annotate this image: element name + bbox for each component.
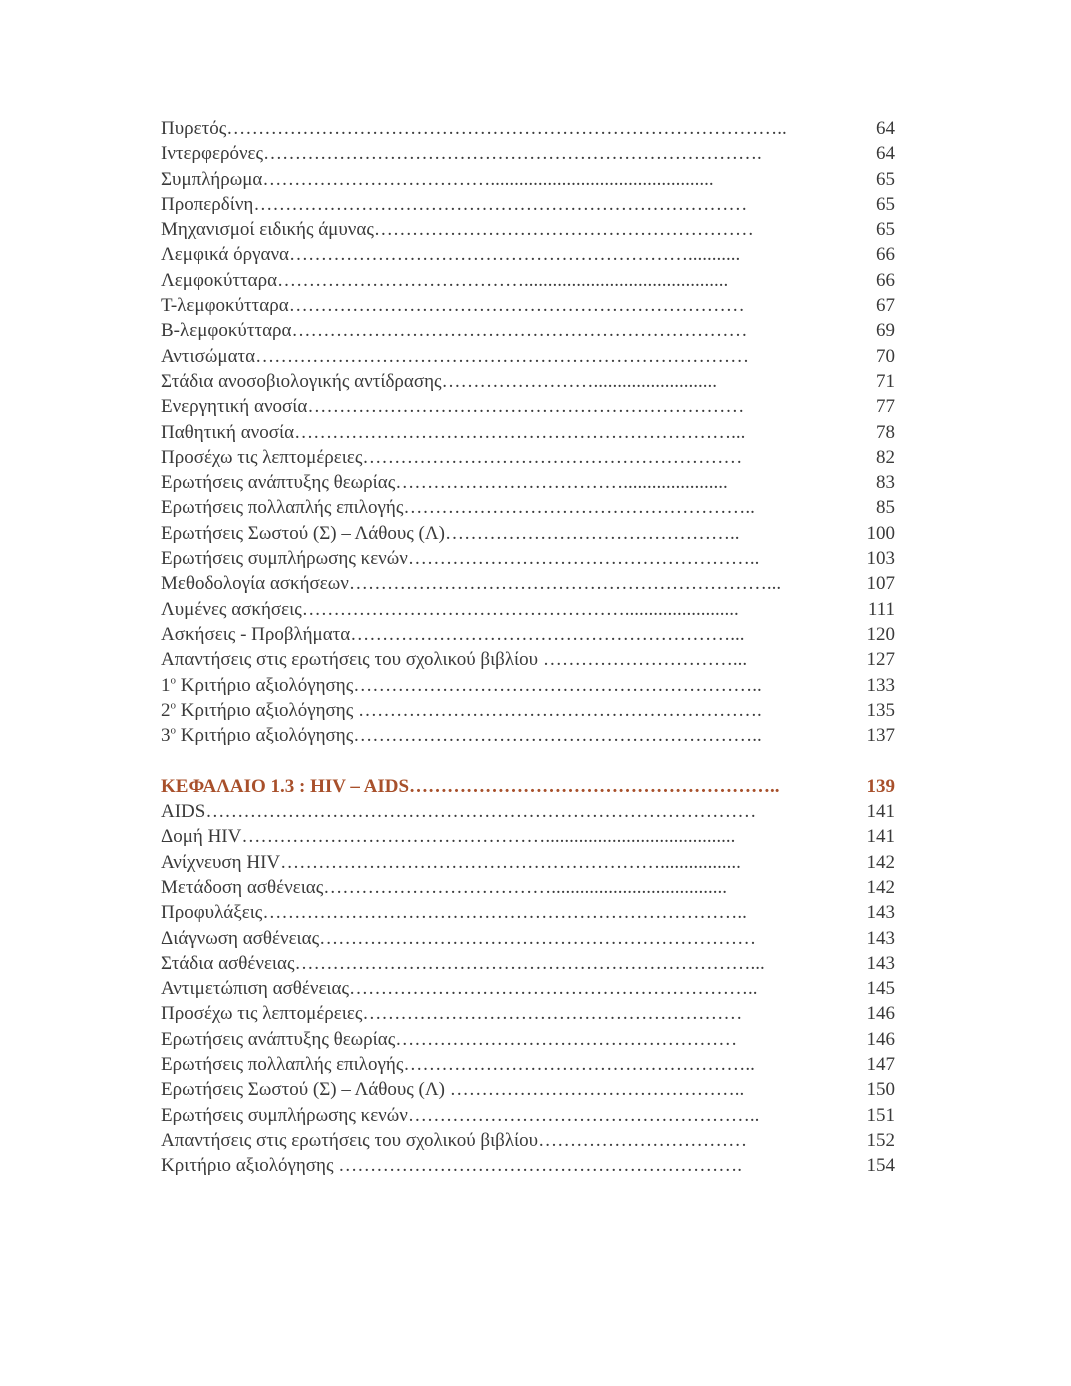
page-number: 151 <box>866 1104 895 1126</box>
ordinal-suffix: ο <box>170 724 176 737</box>
page-number: 137 <box>866 725 895 747</box>
page-number: 77 <box>876 396 895 418</box>
toc-entry-title <box>161 976 823 1001</box>
toc-entry-title <box>161 1052 823 1077</box>
page-number: 142 <box>866 876 895 898</box>
toc-entry-title <box>161 723 823 748</box>
toc-entry-title <box>161 900 823 925</box>
entry-text: Απαντήσεις στις ερωτήσεις του σχολικού βιβλίου …………………………... <box>161 649 748 671</box>
entry-text: Κριτήριο αξιολόγησης……………………………………………………….. <box>176 674 762 696</box>
page-number: 66 <box>876 269 895 291</box>
toc-row <box>161 394 901 419</box>
page-number: 147 <box>866 1053 895 1075</box>
toc-row <box>161 850 901 875</box>
entry-text: Διάγνωση ασθένειας…………………………………………………………… <box>161 927 757 949</box>
page-number: 143 <box>866 902 895 924</box>
entry-text: Λεμφικά όργανα………………………………………………………........... <box>161 244 741 266</box>
toc-row <box>161 217 901 242</box>
page-number: 139 <box>866 775 895 797</box>
entry-text: Στάδια ανοσοβιολογικής αντίδρασης…………………….......................... <box>161 370 718 392</box>
toc-entry-title <box>161 824 823 849</box>
toc-entry-title <box>161 167 823 192</box>
toc-entry-title <box>161 673 823 698</box>
toc-row <box>161 951 901 976</box>
toc-row <box>161 571 901 596</box>
page-number: 65 <box>876 193 895 215</box>
toc-row <box>161 900 901 925</box>
page-number: 154 <box>866 1155 895 1177</box>
toc-row <box>161 1001 901 1026</box>
page-number: 143 <box>866 927 895 949</box>
page-number: 67 <box>876 295 895 317</box>
page-number: 146 <box>866 1003 895 1025</box>
toc-row <box>161 167 901 192</box>
page-number: 145 <box>866 978 895 1000</box>
toc-entry-title <box>161 1027 823 1052</box>
toc-entry-title <box>161 597 823 622</box>
entry-text: Δομή HIV…………………………………………........................................ <box>161 826 736 848</box>
toc-entry-title <box>161 521 823 546</box>
toc-row <box>161 242 901 267</box>
entry-text: Τ-λεμφοκύτταρα……………………………………………………………… <box>161 295 745 317</box>
entry-text: Λυμένες ασκήσεις……………………………………………........................ <box>161 598 739 620</box>
toc-row <box>161 1153 901 1178</box>
toc-row <box>161 698 901 723</box>
toc-entry-title <box>161 1001 823 1026</box>
toc-entry-title <box>161 369 823 394</box>
toc-entry-title <box>161 217 823 242</box>
entry-text: Ασκήσεις - Προβλήματα……………………………………………………... <box>161 623 745 645</box>
toc-entry-title <box>161 850 823 875</box>
toc-row <box>161 445 901 470</box>
ordinal-number: 3 <box>161 725 171 747</box>
toc-row <box>161 546 901 571</box>
page-number: 100 <box>866 522 895 544</box>
table-of-contents <box>161 116 901 1178</box>
toc-row <box>161 521 901 546</box>
toc-entry-title <box>161 394 823 419</box>
toc-row <box>161 268 901 293</box>
entry-text: Πυρετός…………………………………………………………………………….. <box>161 118 787 139</box>
page-number: 133 <box>866 674 895 696</box>
entry-text: Προσέχω τις λεπτομέρειες…………………………………………………… <box>161 1003 743 1025</box>
toc-entry-title <box>161 445 823 470</box>
toc-row <box>161 1128 901 1153</box>
entry-text: Μηχανισμοί ειδικής άμυνας…………………………………………………… <box>161 219 754 241</box>
entry-text: Απαντήσεις στις ερωτήσεις του σχολικού βιβλίου…………………………… <box>161 1129 748 1151</box>
toc-entry-title <box>161 495 823 520</box>
toc-row <box>161 1027 901 1052</box>
page-number: 107 <box>866 573 895 595</box>
entry-text: Μεθοδολογία ασκήσεων…………………………………………………………... <box>161 573 782 595</box>
entry-text: AIDS…………………………………………………………………………… <box>161 801 757 823</box>
page-number: 127 <box>866 649 895 671</box>
entry-text: Προσέχω τις λεπτομέρειες…………………………………………………… <box>161 446 743 468</box>
page-number: 70 <box>876 345 895 367</box>
chapter-title <box>161 774 823 799</box>
entry-text: Προφυλάξεις………………………………………………………………….. <box>161 902 747 924</box>
page-number: 66 <box>876 244 895 266</box>
entry-text: Ανίχνευση HIV……………………………………………………................. <box>161 851 741 873</box>
entry-text: Ιντερφερόνες……………………………………………………………………. <box>161 143 762 165</box>
entry-text: Ερωτήσεις Σωστού (Σ) – Λάθους (Λ) ……………………………………….. <box>161 1079 745 1101</box>
toc-row <box>161 673 901 698</box>
entry-text: ΚΕΦΑΛΑΙΟ 1.3 : HIV – AIDS………………………………………………….. <box>161 775 780 797</box>
page-number: 142 <box>866 851 895 873</box>
page-number: 69 <box>876 320 895 342</box>
toc-row <box>161 799 901 824</box>
toc-row <box>161 597 901 622</box>
toc-row <box>161 318 901 343</box>
toc-row <box>161 723 901 748</box>
toc-entry-title <box>161 799 823 824</box>
toc-entry-title <box>161 318 823 343</box>
entry-text: Ερωτήσεις Σωστού (Σ) – Λάθους (Λ)……………………………………….. <box>161 522 740 544</box>
page-number: 152 <box>866 1129 895 1151</box>
toc-entry-title <box>161 647 823 672</box>
toc-row <box>161 495 901 520</box>
toc-entry-title <box>161 875 823 900</box>
entry-text: Β-λεμφοκύτταρα……………………………………………………………… <box>161 320 748 342</box>
toc-entry-title <box>161 546 823 571</box>
toc-row <box>161 1103 901 1128</box>
toc-row <box>161 293 901 318</box>
entry-text: Ερωτήσεις πολλαπλής επιλογής……………………………………………….. <box>161 497 755 519</box>
toc-entry-title <box>161 268 823 293</box>
toc-entry-title <box>161 951 823 976</box>
toc-row <box>161 369 901 394</box>
page-number: 83 <box>876 472 895 494</box>
page-number: 135 <box>866 699 895 721</box>
toc-row <box>161 622 901 647</box>
entry-text: Αντισώματα…………………………………………………………………… <box>161 345 750 367</box>
toc-entry-title <box>161 293 823 318</box>
page-number: 143 <box>866 952 895 974</box>
toc-entry-title <box>161 344 823 369</box>
entry-text: Στάδια ασθένειας………………………………………………………………... <box>161 952 765 974</box>
toc-row <box>161 647 901 672</box>
toc-entry-title <box>161 1077 823 1102</box>
page-number: 146 <box>866 1028 895 1050</box>
chapter-heading-row <box>161 774 901 799</box>
toc-row <box>161 344 901 369</box>
entry-text: Λεμφοκύτταρα…………………………………........................................... <box>161 269 729 291</box>
page-number: 78 <box>876 421 895 443</box>
toc-row <box>161 1077 901 1102</box>
page-number: 65 <box>876 168 895 190</box>
toc-entry-title <box>161 926 823 951</box>
entry-text: Παθητική ανοσία……………………………………………………………... <box>161 421 746 443</box>
toc-row <box>161 420 901 445</box>
page-number: 103 <box>866 548 895 570</box>
toc-entry-title <box>161 622 823 647</box>
page-number: 64 <box>876 118 895 139</box>
toc-entry-title <box>161 242 823 267</box>
toc-entry-title <box>161 420 823 445</box>
toc-entry-title <box>161 116 823 141</box>
toc-row <box>161 976 901 1001</box>
toc-row <box>161 192 901 217</box>
ordinal-number: 1 <box>161 674 171 696</box>
toc-row <box>161 141 901 166</box>
ordinal-number: 2 <box>161 699 171 721</box>
toc-entry-title <box>161 1153 823 1178</box>
entry-text: Συμπλήρωμα………………………………............................................... <box>161 168 714 190</box>
page-number: 141 <box>866 801 895 823</box>
toc-entry-title <box>161 1103 823 1128</box>
page-number: 82 <box>876 446 895 468</box>
entry-text: Μετάδοση ασθένειας………………………………..................................... <box>161 876 728 898</box>
entry-text: Ερωτήσεις συμπλήρωσης κενών……………………………………………….. <box>161 1104 760 1126</box>
toc-entry-title <box>161 192 823 217</box>
entry-text: Κριτήριο αξιολόγησης ………………………………………………………. <box>161 1155 743 1177</box>
ordinal-suffix: ο <box>170 674 176 687</box>
page-number: 111 <box>867 598 895 620</box>
page-number: 141 <box>866 826 895 848</box>
toc-entry-title <box>161 571 823 596</box>
toc-entry-title <box>161 141 823 166</box>
toc-row <box>161 824 901 849</box>
entry-text: Κριτήριο αξιολόγησης ………………………………………………………. <box>176 699 762 721</box>
page-number: 64 <box>876 143 895 165</box>
section-spacer <box>161 748 901 773</box>
toc-row <box>161 116 901 141</box>
page-number: 65 <box>876 219 895 241</box>
page-number: 120 <box>866 623 895 645</box>
entry-text: Ερωτήσεις πολλαπλής επιλογής……………………………………………….. <box>161 1053 755 1075</box>
page-number: 150 <box>866 1079 895 1101</box>
page-number: 71 <box>876 370 895 392</box>
entry-text: Ερωτήσεις ανάπτυξης θεωρίας……………………………………………… <box>161 1028 738 1050</box>
entry-text: Προπερδίνη…………………………………………………………………… <box>161 193 748 215</box>
page-number: 85 <box>876 497 895 519</box>
toc-row <box>161 470 901 495</box>
toc-entry-title <box>161 470 823 495</box>
toc-row <box>161 1052 901 1077</box>
entry-text: Αντιμετώπιση ασθένειας……………………………………………………….. <box>161 978 758 1000</box>
toc-entry-title <box>161 698 823 723</box>
toc-row <box>161 926 901 951</box>
toc-row <box>161 875 901 900</box>
toc-entry-title <box>161 1128 823 1153</box>
entry-text: Ερωτήσεις συμπλήρωσης κενών……………………………………………….. <box>161 548 760 570</box>
entry-text: Ενεργητική ανοσία…………………………………………………………… <box>161 396 745 418</box>
entry-text: Ερωτήσεις ανάπτυξης θεωρίας………………………………...................... <box>161 472 728 494</box>
ordinal-suffix: ο <box>170 699 176 712</box>
entry-text: Κριτήριο αξιολόγησης……………………………………………………….. <box>176 725 762 747</box>
